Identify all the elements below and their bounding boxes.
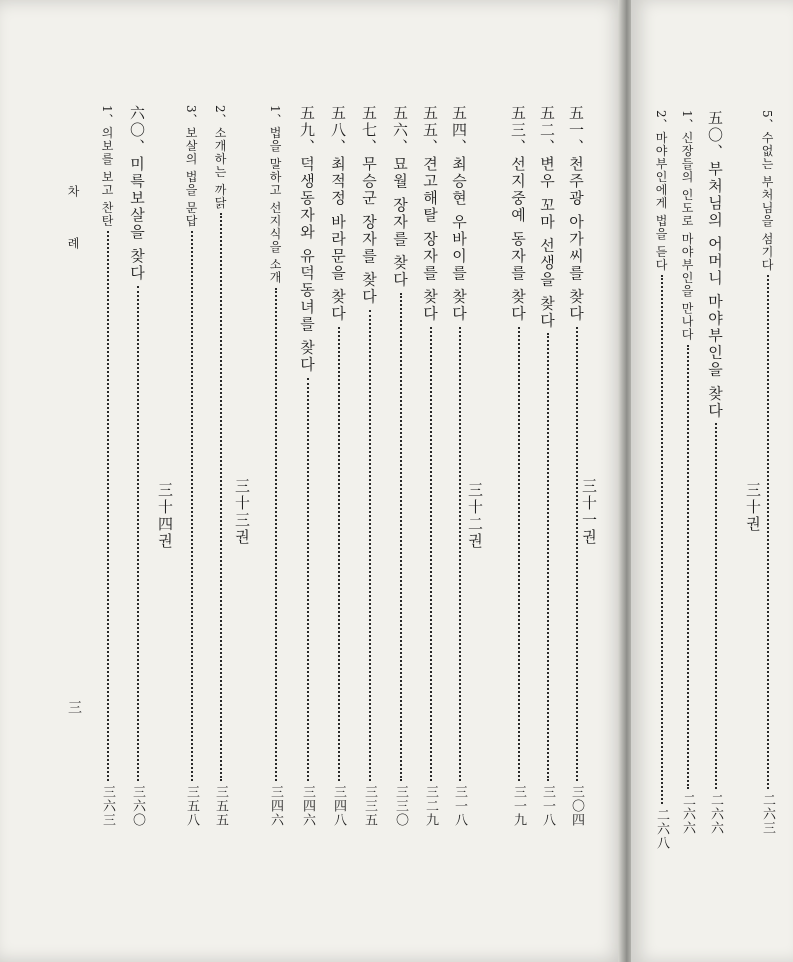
leader-dots [369, 310, 371, 781]
leader-dots [767, 275, 769, 789]
entry-title: 변우 꼬마 선생을 찾다 [538, 156, 556, 330]
entry-page: 三四六 [300, 785, 315, 827]
toc-entry[interactable] [758, 110, 777, 835]
leader-dots [547, 333, 549, 781]
entry-title: 미륵보살을 찾다 [128, 156, 146, 282]
entry-title: 묘월 장자를 찾다 [391, 156, 409, 289]
toc-entry[interactable] [297, 105, 318, 827]
toc-entry[interactable] [705, 110, 726, 835]
entry-page: 三一九 [511, 785, 526, 827]
toc-entry[interactable] [678, 110, 697, 835]
entry-marker: 5、 [760, 110, 774, 132]
leader-dots [400, 293, 402, 781]
leader-dots [459, 327, 461, 781]
entry-page: 三〇四 [569, 785, 584, 827]
entry-page: 三四八 [331, 785, 346, 827]
entry-page: 三一八 [452, 785, 467, 827]
entry-marker: 2、 [213, 105, 227, 127]
entry-marker: 五六、 [391, 105, 409, 156]
entry-page: 二六六 [680, 793, 695, 835]
toc-entry[interactable] [127, 105, 148, 827]
entry-marker: 五二、 [538, 105, 556, 156]
leader-dots [687, 345, 689, 789]
leader-dots [518, 327, 520, 781]
entry-marker: 五七、 [360, 105, 378, 156]
entry-marker: 1、 [268, 105, 282, 127]
toc-heading: 차 례 [66, 185, 80, 267]
entry-title: 선지중예 동자를 찾다 [509, 156, 527, 323]
entry-page: 三二九 [423, 785, 438, 827]
entry-page: 三五五 [213, 785, 228, 827]
entry-title: 최적정 바라문을 찾다 [329, 156, 347, 323]
toc-entry[interactable] [359, 105, 380, 827]
entry-page: 三三〇 [393, 785, 408, 827]
entry-title: 보살의 법을 문답 [184, 126, 198, 228]
entry-page: 二六八 [654, 808, 669, 850]
entry-title: 수없는 부처님을 섬기다 [760, 131, 774, 272]
entry-title: 덕생동자와 유덕동녀를 찾다 [298, 156, 316, 374]
entry-title: 법을 말하고 선지식을 소개 [268, 126, 282, 285]
entry-title: 신장들의 인도로 마야부인을 만나다 [680, 131, 694, 342]
toc-entry[interactable] [390, 105, 411, 827]
volume-heading: 三十三권 [233, 478, 251, 546]
leader-dots [715, 423, 717, 789]
entry-page: 三五八 [184, 785, 199, 827]
leader-dots [275, 288, 277, 781]
leader-dots [137, 286, 139, 781]
entry-page: 三三五 [362, 785, 377, 827]
entry-title: 마야부인에게 법을 듣다 [654, 131, 668, 272]
entry-marker: 1、 [680, 110, 694, 132]
toc-entry[interactable] [508, 105, 529, 827]
right-page [631, 0, 793, 962]
entry-title: 소개하는 까닭 [213, 126, 227, 210]
entry-marker: 五一、 [567, 105, 585, 156]
toc-entry[interactable] [449, 105, 470, 827]
leader-dots [338, 327, 340, 781]
entry-page: 二六三 [760, 793, 775, 835]
entry-marker: 五八、 [329, 105, 347, 156]
leader-dots [576, 327, 578, 781]
entry-title: 최승현 우바이를 찾다 [450, 156, 468, 323]
entry-page: 三六〇 [130, 785, 145, 827]
toc-entry[interactable] [652, 110, 671, 850]
toc-entry[interactable] [328, 105, 349, 827]
entry-marker: 五九、 [298, 105, 316, 156]
entry-page: 三四六 [268, 785, 283, 827]
volume-heading: 三十一권 [580, 478, 598, 546]
entry-title: 의보를 보고 찬탄 [100, 126, 114, 228]
entry-title: 무승군 장자를 찾다 [360, 156, 378, 306]
entry-page: 二六六 [708, 793, 723, 835]
leader-dots [220, 213, 222, 781]
leader-dots [307, 378, 309, 781]
toc-entry[interactable] [211, 105, 230, 827]
entry-title: 견고해탈 장자를 찾다 [421, 156, 439, 323]
leader-dots [661, 275, 663, 804]
entry-marker: 1、 [100, 105, 114, 127]
leader-dots [191, 231, 193, 781]
volume-heading: 三十四권 [156, 482, 174, 550]
entry-marker: 五三、 [509, 105, 527, 156]
entry-marker: 3、 [184, 105, 198, 127]
entry-title: 천주광 아가씨를 찾다 [567, 156, 585, 323]
leader-dots [107, 231, 109, 781]
entry-marker: 五〇、 [706, 110, 724, 161]
toc-entry[interactable] [98, 105, 117, 827]
entry-marker: 五四、 [450, 105, 468, 156]
entry-title: 부처님의 어머니 마야부인을 찾다 [706, 161, 724, 420]
toc-entry[interactable] [182, 105, 201, 827]
page-number: 三 [66, 700, 82, 714]
volume-heading: 三十二권 [466, 482, 484, 550]
leader-dots [430, 327, 432, 781]
entry-marker: 六〇、 [128, 105, 146, 156]
toc-entry[interactable] [537, 105, 558, 827]
entry-marker: 2、 [654, 110, 668, 132]
toc-entry[interactable] [420, 105, 441, 827]
entry-marker: 五五、 [421, 105, 439, 156]
entry-page: 三六三 [100, 785, 115, 827]
volume-heading: 三十권 [744, 482, 762, 533]
toc-entry[interactable] [266, 105, 285, 827]
toc-entry[interactable] [566, 105, 587, 827]
entry-page: 三一八 [540, 785, 555, 827]
